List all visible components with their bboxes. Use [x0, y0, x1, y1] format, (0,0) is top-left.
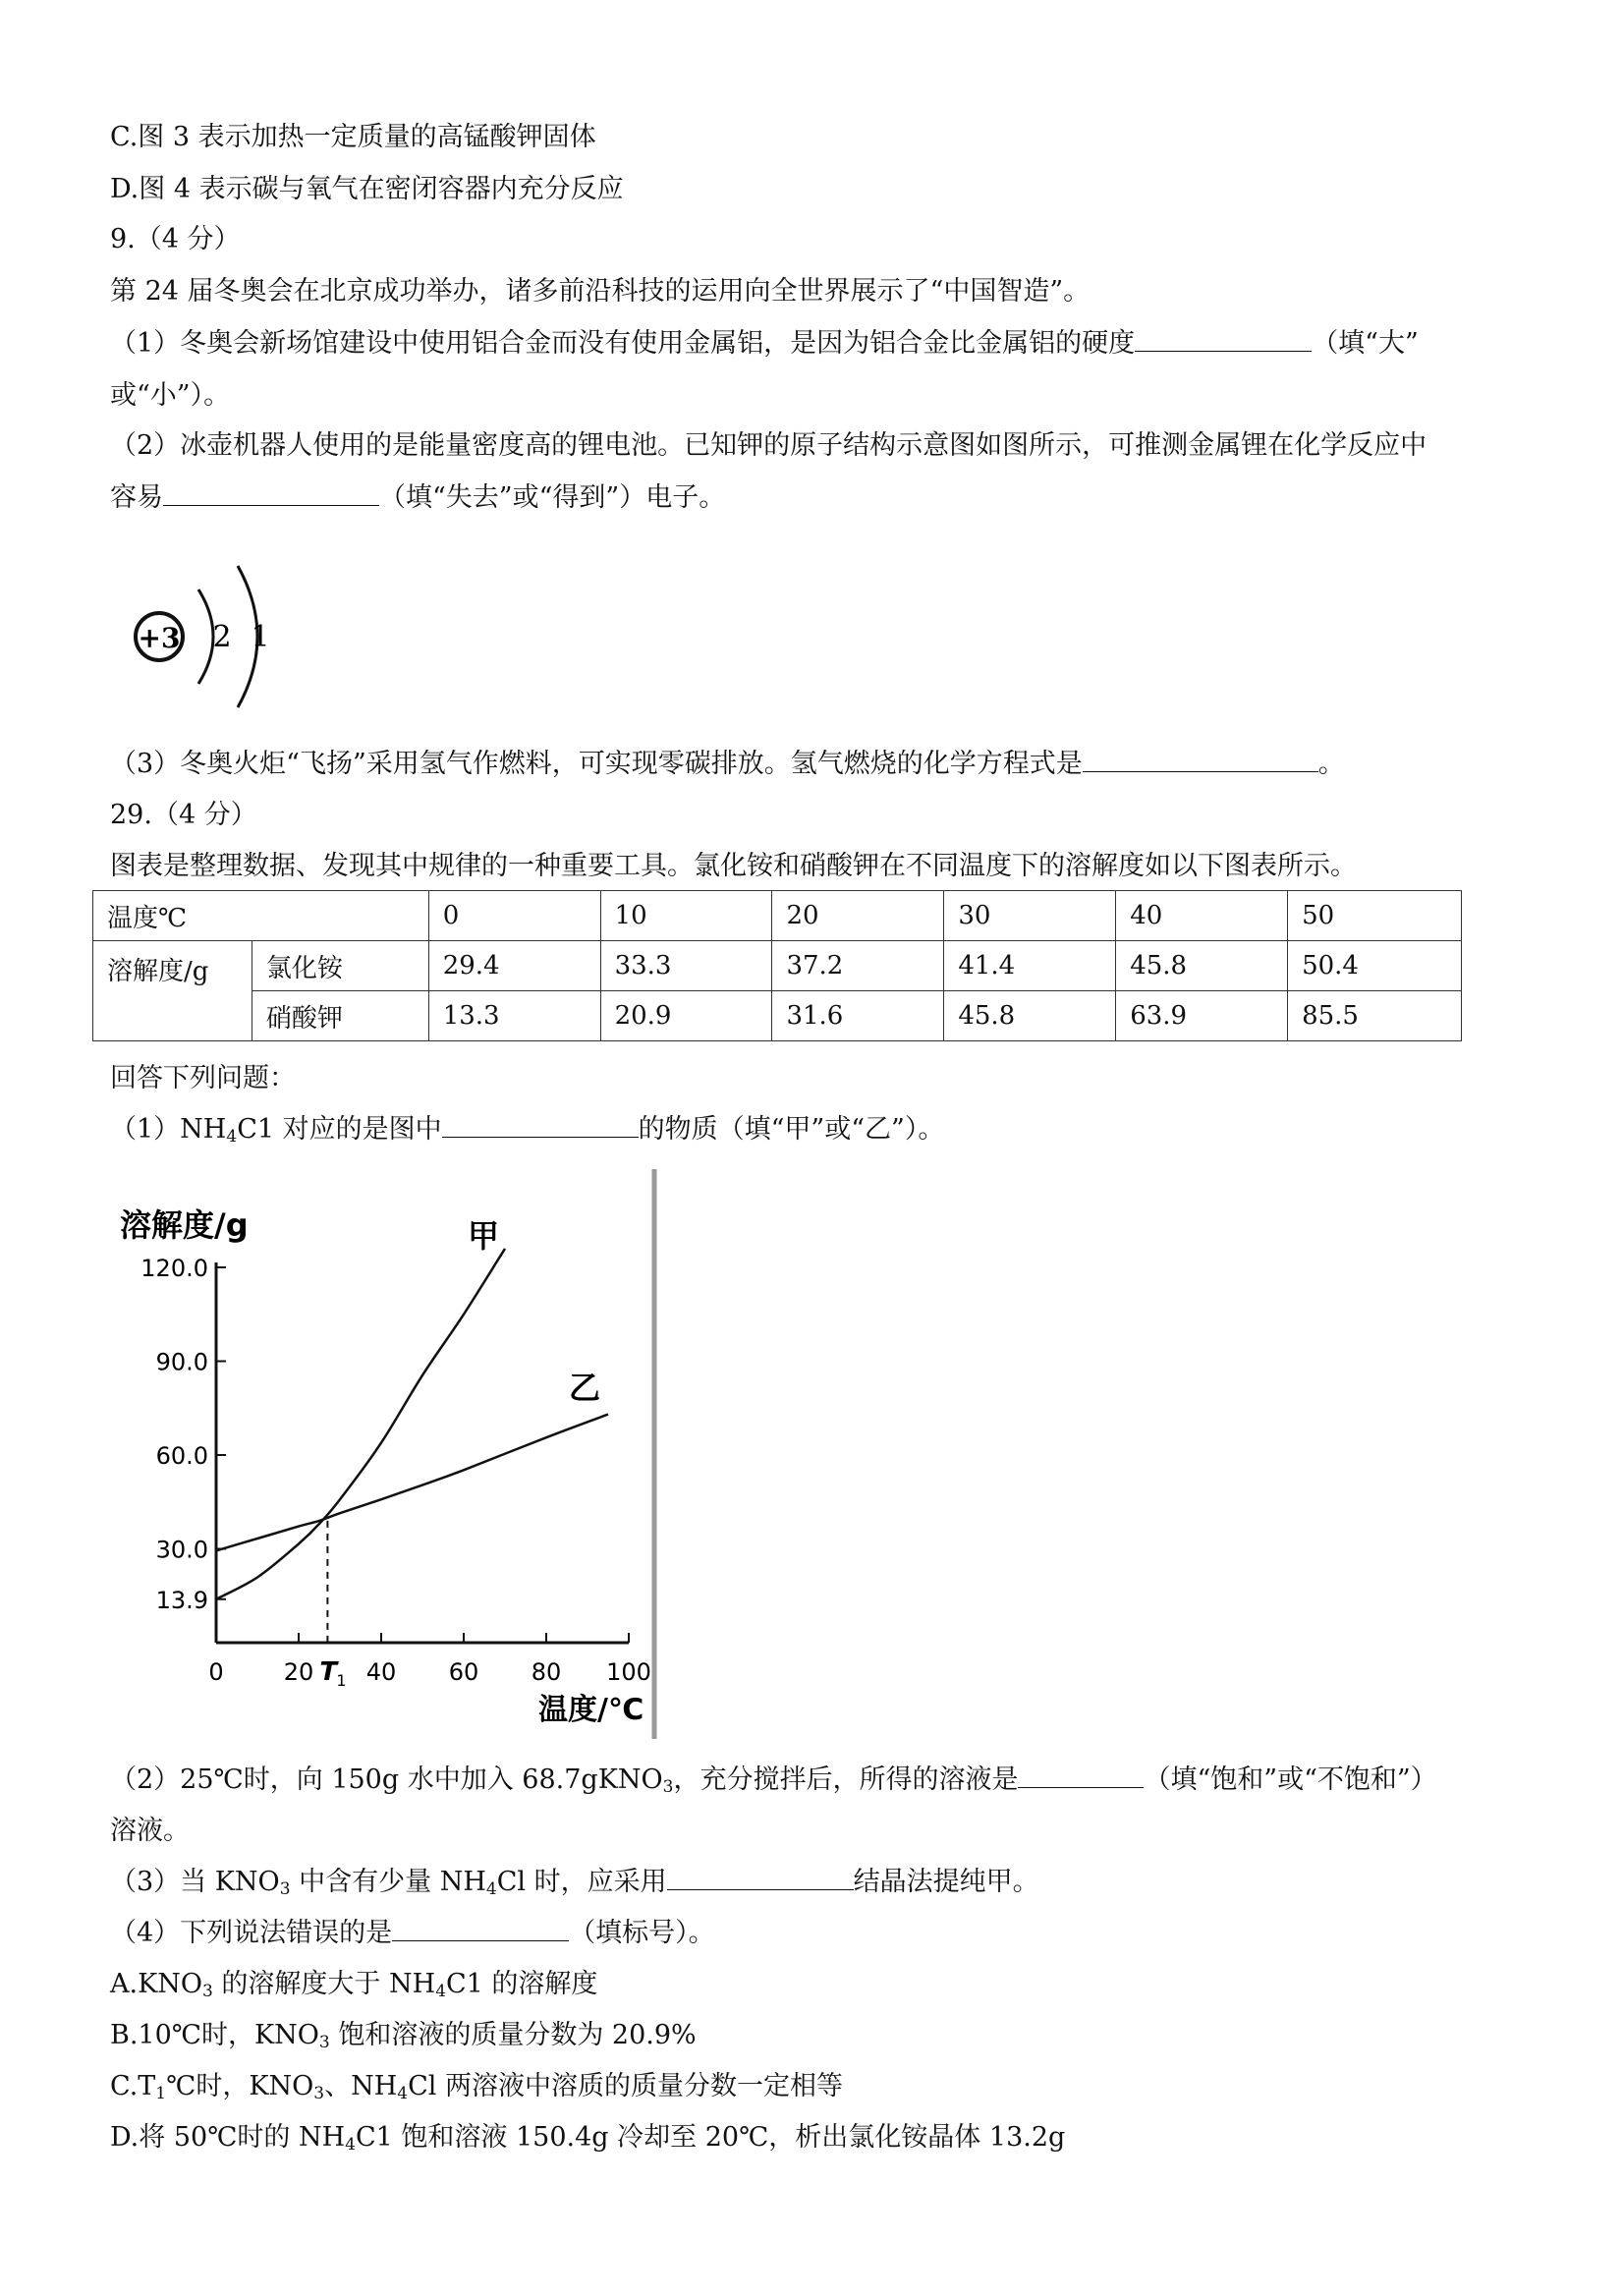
- x-tick-label: 20: [283, 1658, 314, 1686]
- answer-blank[interactable]: [392, 1917, 569, 1941]
- q9-part3: （3）冬奥火炬“飞扬”采用氢气作燃料，可实现零碳排放。氢气燃烧的化学方程式是 。: [110, 749, 1345, 779]
- y-tick-label: 90.0: [155, 1348, 208, 1376]
- answer-blank[interactable]: [163, 481, 379, 506]
- table-cell: 40: [1116, 891, 1288, 941]
- x-tick-label: T: [319, 1657, 338, 1687]
- q9-heading: 9.（4 分）: [110, 224, 241, 254]
- y-tick-label: 60.0: [155, 1442, 208, 1470]
- atomic-structure-diagram: [118, 538, 295, 715]
- table-row: [93, 941, 1462, 991]
- table-cell: 50: [1288, 891, 1462, 941]
- q29-part2-end: 溶液。: [110, 1816, 190, 1846]
- q9-part2-end: 容易 （填“失去”或“得到”）电子。: [110, 482, 726, 513]
- table-cell: 37.2: [772, 941, 944, 991]
- y-tick-label: 120.0: [140, 1255, 208, 1282]
- option-b: B.10℃时，$KNO_3$ 饱和溶液的质量分数为 20.9%: [110, 2020, 697, 2052]
- series-label: 甲: [468, 1216, 500, 1255]
- solubility-header: 溶解度/g: [93, 941, 252, 1041]
- kno3-label: 硝酸钾: [252, 991, 428, 1041]
- table-cell: 20.9: [600, 991, 772, 1041]
- y-tick-label: 30.0: [155, 1536, 208, 1564]
- table-cell: 20: [772, 891, 944, 941]
- option-c: $C.T_1℃$时，$KNO_3$、$NH_4Cl$ 两溶液中溶质的质量分数一定相等: [110, 2071, 843, 2103]
- table-cell: 33.3: [600, 941, 772, 991]
- y-axis-label: 溶解度/g: [120, 1206, 249, 1244]
- answer-blank[interactable]: [1135, 327, 1312, 352]
- series-label: 乙: [569, 1369, 601, 1407]
- option-c-q8: C.图 3 表示加热一定质量的高锰酸钾固体: [110, 122, 596, 152]
- answer-blank[interactable]: [1083, 748, 1318, 772]
- table-cell: 31.6: [772, 991, 944, 1041]
- nucleus-charge: +3: [138, 622, 181, 654]
- q9-part1: （1）冬奥会新场馆建设中使用铝合金而没有使用金属铝，是因为铝合金比金属铝的硬度 （填“大”: [110, 328, 1419, 359]
- answer-blank[interactable]: [667, 1866, 854, 1890]
- table-cell: 30: [944, 891, 1116, 941]
- x-tick-label: 100: [606, 1658, 651, 1686]
- table-row: [93, 991, 1462, 1041]
- q9-intro: 第 24 届冬奥会在北京成功举办，诸多前沿科技的运用向全世界展示了“中国智造”。: [110, 276, 1091, 307]
- x-tick-label: 80: [531, 1658, 562, 1686]
- shell-1-electrons: 2: [212, 620, 232, 654]
- solubility-chart: [98, 1169, 668, 1739]
- table-cell: 50.4: [1288, 941, 1462, 991]
- q29-part1: $(1)NH_4C1$ 对应的是图中 的物质（填“甲”或“乙”）。: [110, 1114, 945, 1147]
- answer-blank[interactable]: [442, 1113, 639, 1138]
- x-axis-label: 温度/℃: [538, 1693, 644, 1727]
- table-cell: 41.4: [944, 941, 1116, 991]
- q29-heading: 29.（4 分）: [110, 800, 257, 830]
- table-cell: 85.5: [1288, 991, 1462, 1041]
- temperature-header: 温度℃: [93, 891, 429, 941]
- electron-shell-1: [198, 589, 213, 684]
- nh4cl-label: 氯化铵: [252, 941, 428, 991]
- y-tick-label: 13.9: [155, 1586, 208, 1614]
- solubility-table: [92, 890, 1462, 1041]
- table-cell: 13.3: [428, 991, 600, 1041]
- x-tick-label: 40: [365, 1658, 397, 1686]
- q29-part2: （2）25℃时，向 150g 水中加入 68.7gKNO$_3$，充分搅拌后，所得的溶液是 （填“饱和”或“不饱和”）: [110, 1764, 1437, 1797]
- x-tick-subscript: 1: [336, 1671, 347, 1690]
- table-cell: 29.4: [428, 941, 600, 991]
- table-cell: 45.8: [944, 991, 1116, 1041]
- table-cell: 63.9: [1116, 991, 1288, 1041]
- q29-part3: （3）当 $KNO_3$ 中含有少量 $NH_4Cl$ 时，应采用 结晶法提纯甲。: [110, 1867, 1039, 1899]
- q29-part4: （4）下列说法错误的是 （填标号）。: [110, 1918, 715, 1948]
- option-a: $A.KNO_3$ 的溶解度大于 $NH_4C1$ 的溶解度: [110, 1969, 598, 2001]
- option-d-q8: D.图 4 表示碳与氧气在密闭容器内充分反应: [110, 174, 624, 204]
- series-line-1: [216, 1415, 608, 1551]
- shell-2-electrons: 1: [251, 620, 270, 654]
- table-cell: 10: [600, 891, 772, 941]
- table-cell: 0: [428, 891, 600, 941]
- answer-prompt: 回答下列问题：: [110, 1063, 296, 1093]
- answer-blank[interactable]: [1018, 1764, 1144, 1788]
- q9-part2: （2）冰壶机器人使用的是能量密度高的锂电池。已知钾的原子结构示意图如图所示，可推测金属锂在化学反应中: [110, 430, 1427, 461]
- q9-part1-end: 或“小”）。: [110, 380, 231, 411]
- q29-intro: 图表是整理数据、发现其中规律的一种重要工具。氯化铵和硝酸钾在不同温度下的溶解度如以下图表所示。: [110, 851, 1357, 881]
- option-d: D.将 50℃时的 $NH_4C1$ 饱和溶液 150.4g 冷却至 20℃，析出氯化铵晶体 13.2g: [110, 2122, 1066, 2155]
- table-row: [93, 891, 1462, 941]
- series-line-0: [216, 1249, 505, 1599]
- table-cell: 45.8: [1116, 941, 1288, 991]
- x-tick-label: 60: [448, 1658, 479, 1686]
- x-tick-label: 0: [208, 1658, 224, 1686]
